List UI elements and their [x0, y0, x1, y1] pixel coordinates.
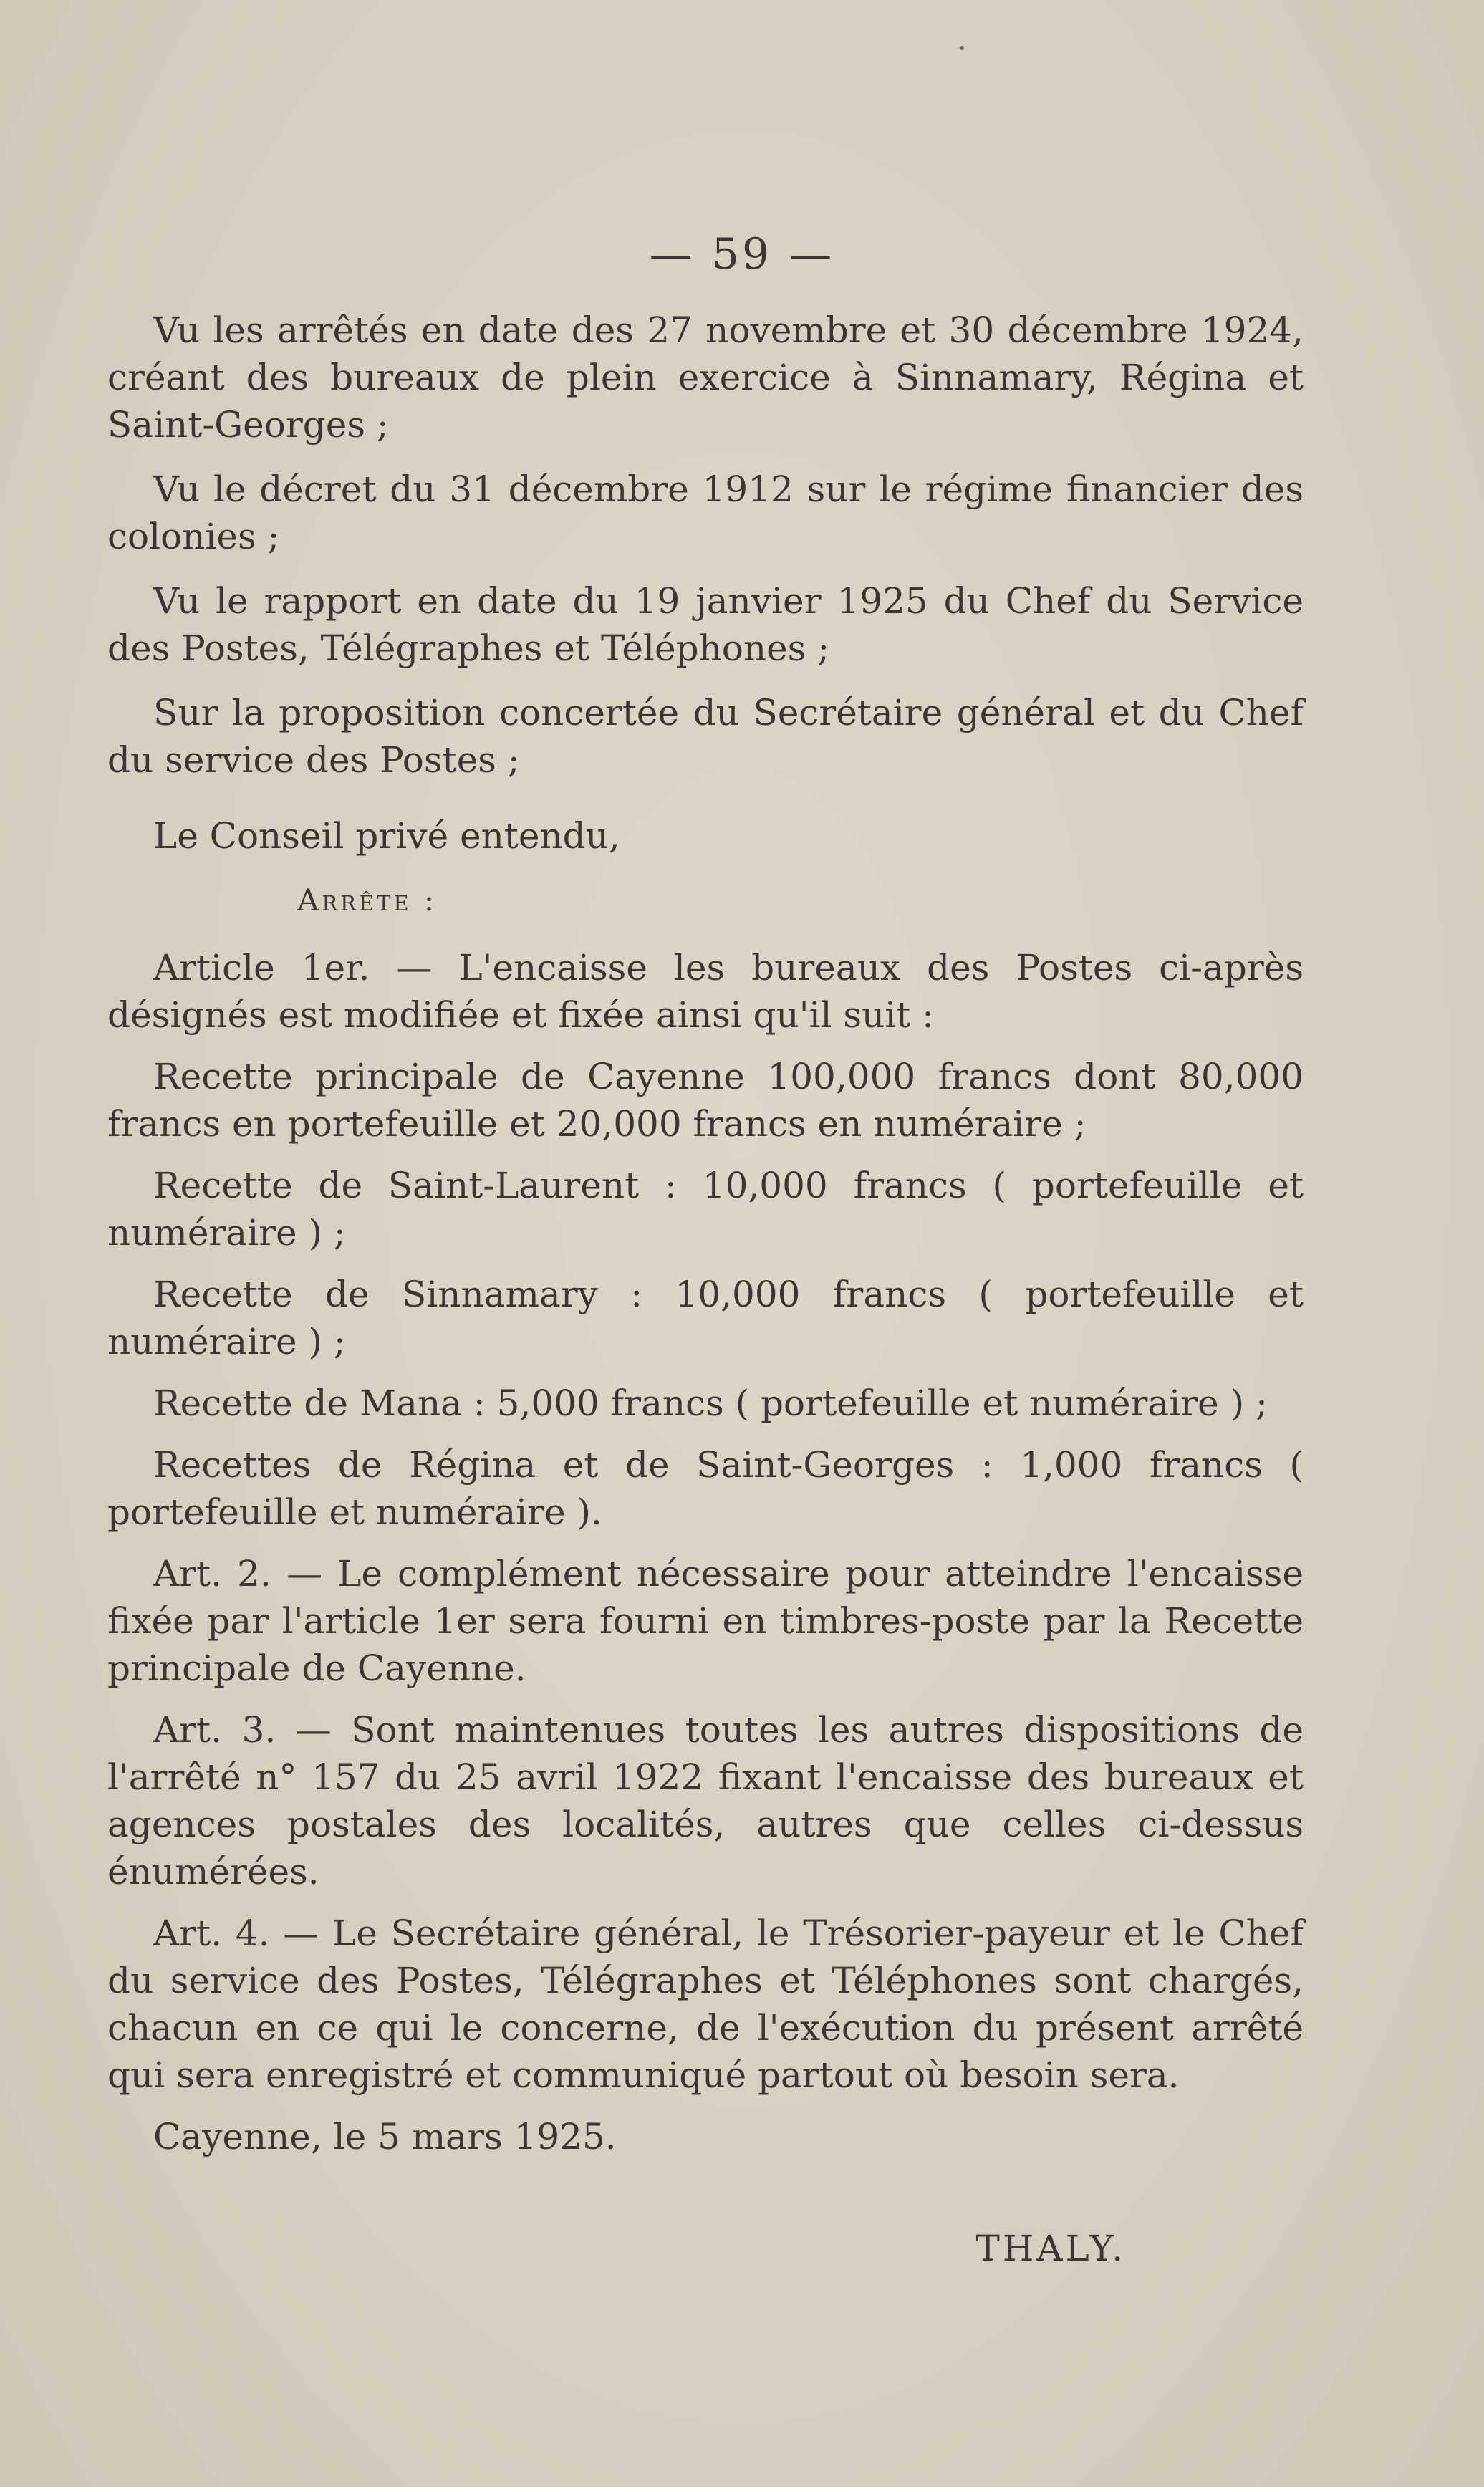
signature: THALY.	[975, 2228, 1126, 2269]
recette-saint-laurent: Recette de Saint-Laurent : 10,000 francs ( portefeuille et numéraire ) ;	[107, 1165, 1304, 1254]
recette-sinnamary: Recette de Sinnamary : 10,000 francs ( portefeuille et numéraire ) ;	[107, 1274, 1304, 1362]
ink-speck	[960, 46, 964, 50]
article-1: Article 1er. — L'encaisse les bureaux des Postes ci-après désignés est modifiée et fixée ainsi qu'il suit :	[107, 947, 1304, 1036]
article-3: Art. 3. — Sont maintenues toutes les autres dispositions de l'arrêté n° 157 du 25 avril 1922 fixant l'encaisse des bureaux et agences postales des localités, autres que celles ci-dessus énumérées.	[107, 1709, 1304, 1892]
recette-cayenne: Recette principale de Cayenne 100,000 francs dont 80,000 francs en portefeuille et 20,000 francs en numéraire ;	[107, 1056, 1304, 1145]
recette-mana: Recette de Mana : 5,000 francs ( portefeuille et numéraire ) ;	[153, 1382, 1268, 1424]
article-4: Art. 4. — Le Secrétaire général, le Trésorier-payeur et le Chef du service des Postes, Télégraphes et Téléphones sont chargés, chacun en ce qui le concerne, de l'exécution du présent arrêté qui sera enregistré et communiqué partout où besoin sera.	[107, 1913, 1304, 2096]
article-2: Art. 2. — Le complément nécessaire pour atteindre l'encaisse fixée par l'article 1er sera fourni en timbres-poste par la Recette principale de Cayenne.	[107, 1553, 1304, 1689]
preamble-paragraph-2: Vu le décret du 31 décembre 1912 sur le régime financier des colonies ;	[107, 468, 1304, 557]
preamble-paragraph-1: Vu les arrêtés en date des 27 novembre et 30 décembre 1924, créant des bureaux de plein exercice à Sinnamary, Régina et Saint-Georges ;	[107, 309, 1304, 446]
decree-body	[107, 307, 1304, 2196]
preamble-paragraph-3: Vu le rapport en date du 19 janvier 1925 du Chef du Service des Postes, Télégraphes et Téléphones ;	[107, 580, 1304, 669]
preamble-paragraph-4: Sur la proposition concertée du Secrétaire général et du Chef du service des Postes ;	[107, 692, 1304, 781]
preamble-paragraph-5: Le Conseil privé entendu,	[153, 815, 620, 857]
arrete-heading: Arrête :	[297, 882, 438, 918]
page-number: — 59 —	[649, 229, 835, 279]
date-line: Cayenne, le 5 mars 1925.	[153, 2116, 617, 2158]
recettes-regina-saint-georges: Recettes de Régina et de Saint-Georges : 1,000 francs ( portefeuille et numéraire ).	[107, 1444, 1304, 1533]
